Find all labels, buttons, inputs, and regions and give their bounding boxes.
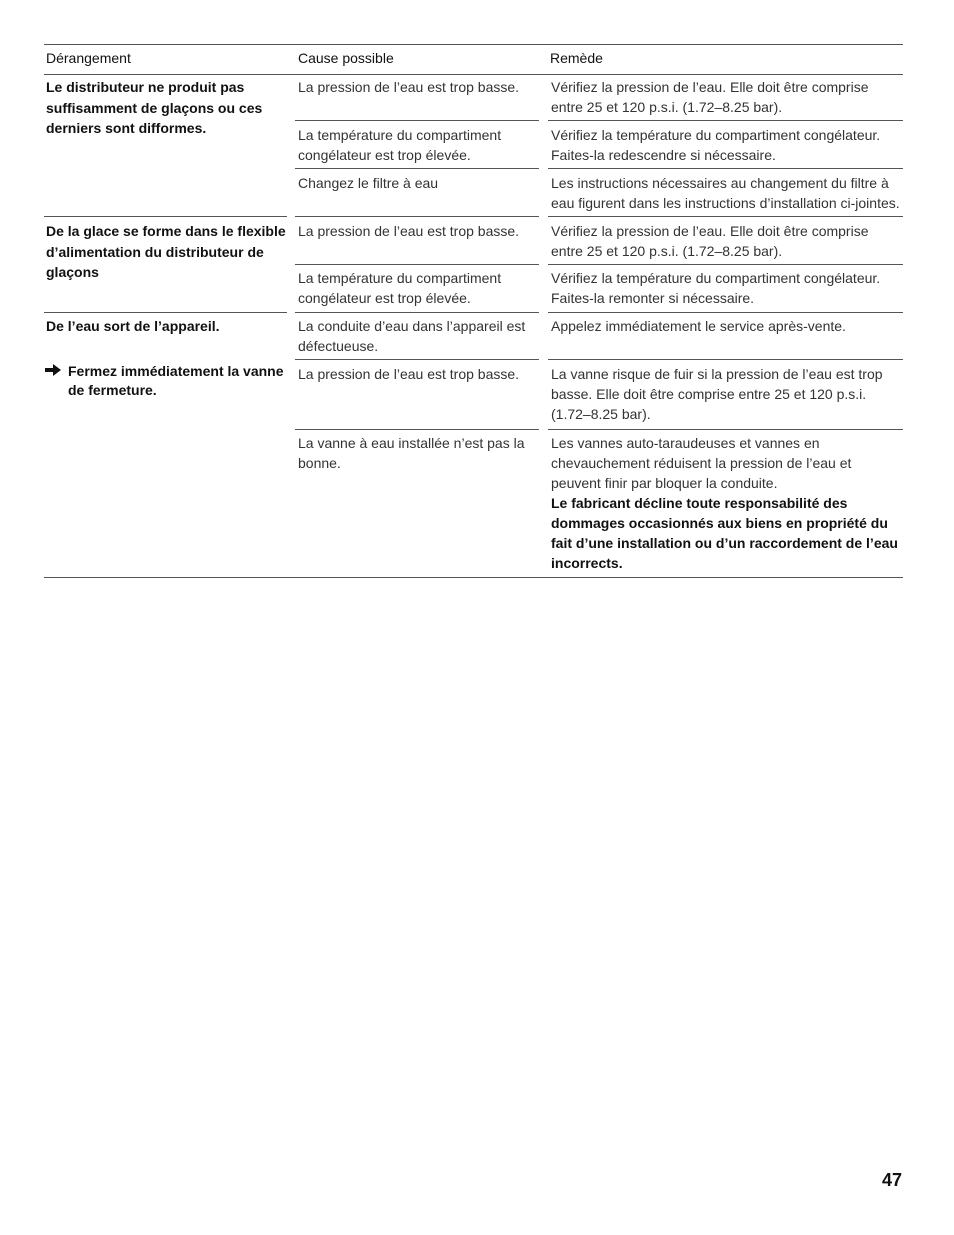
- cause-text: La pression de l’eau est trop basse.: [298, 366, 520, 382]
- cause-cell: [295, 313, 539, 360]
- problem-text: Le distributeur ne produit pas suffisamment de glaçons ou ces derniers sont difformes.: [46, 79, 263, 136]
- note-text: Fermez immédiatement la vanne de fermeture.: [68, 363, 284, 398]
- cause-cell: [295, 122, 539, 169]
- cause-cell: [295, 361, 539, 430]
- remedy-cell: [548, 361, 903, 430]
- remedy-text: Vérifiez la pression de l’eau. Elle doit être comprise entre 25 et 120 p.s.i. (1.72–8.25 bar).: [551, 79, 869, 115]
- problem-text: De la glace se forme dans le flexible d’alimentation du distributeur de glaçons: [46, 223, 286, 280]
- remedy-text: Vérifiez la température du compartiment congélateur. Faites-la remonter si nécessaire.: [551, 270, 881, 306]
- remedy-cell: [548, 313, 903, 360]
- cause-text: La température du compartiment congélateur est trop élevée.: [298, 127, 502, 163]
- remedy-text: Appelez immédiatement le service après-vente.: [551, 318, 846, 334]
- cause-cell: [295, 218, 539, 265]
- cause-text: La vanne à eau installée n’est pas la bonne.: [298, 435, 525, 471]
- arrow-right-icon: [44, 363, 62, 377]
- table-bottom-rule: [44, 577, 903, 578]
- remedy-text: Vérifiez la température du compartiment congélateur. Faites-la redescendre si nécessaire.: [551, 127, 881, 163]
- problem-text: De l’eau sort de l’appareil.: [46, 318, 220, 334]
- remedy-cell: [548, 430, 903, 576]
- remedy-cell: [548, 265, 903, 313]
- cause-text: La pression de l’eau est trop basse.: [298, 79, 520, 95]
- header-remedy: Remède: [550, 50, 603, 66]
- cause-cell: [295, 265, 539, 313]
- cause-cell: [295, 74, 539, 121]
- remedy-text: Vérifiez la pression de l’eau. Elle doit être comprise entre 25 et 120 p.s.i. (1.72–8.25 bar).: [551, 223, 869, 259]
- cause-text: Changez le filtre à eau: [298, 175, 439, 191]
- liability-text: Le fabricant décline toute responsabilité des dommages occasionnés aux biens en propriété du fait d’une installation ou d’un raccordement de l’eau incorrects.: [551, 495, 898, 571]
- page-number: 47: [881, 1170, 902, 1190]
- cause-cell: [295, 170, 539, 217]
- cause-text: La pression de l’eau est trop basse.: [298, 223, 520, 239]
- remedy-text: La vanne risque de fuir si la pression de l’eau est trop basse. Elle doit être comprise entre 25 et 120 p.s.i. (1.72–8.25 bar).: [551, 366, 883, 422]
- remedy-text: Les instructions nécessaires au changement du filtre à eau figurent dans les instructions d’installation ci-jointes.: [551, 175, 900, 211]
- cause-text: La température du compartiment congélateur est trop élevée.: [298, 270, 502, 306]
- header-cause: Cause possible: [298, 50, 394, 66]
- remedy-cell: [548, 218, 903, 265]
- cause-cell: [295, 430, 539, 576]
- shutoff-note: [44, 362, 289, 400]
- remedy-cell: [548, 122, 903, 169]
- header-problem: Dérangement: [46, 50, 131, 66]
- remedy-cell: [548, 74, 903, 121]
- remedy-cell: [548, 170, 903, 217]
- problem-cell: [44, 74, 287, 217]
- remedy-text: Les vannes auto-taraudeuses et vannes en chevauchement réduisent la pression de l’eau et peuvent finir par bloquer la conduite.: [551, 435, 852, 491]
- cause-text: La conduite d’eau dans l’appareil est défectueuse.: [298, 318, 526, 354]
- problem-cell: [44, 313, 287, 353]
- problem-cell: [44, 218, 287, 313]
- table-header: [44, 44, 903, 75]
